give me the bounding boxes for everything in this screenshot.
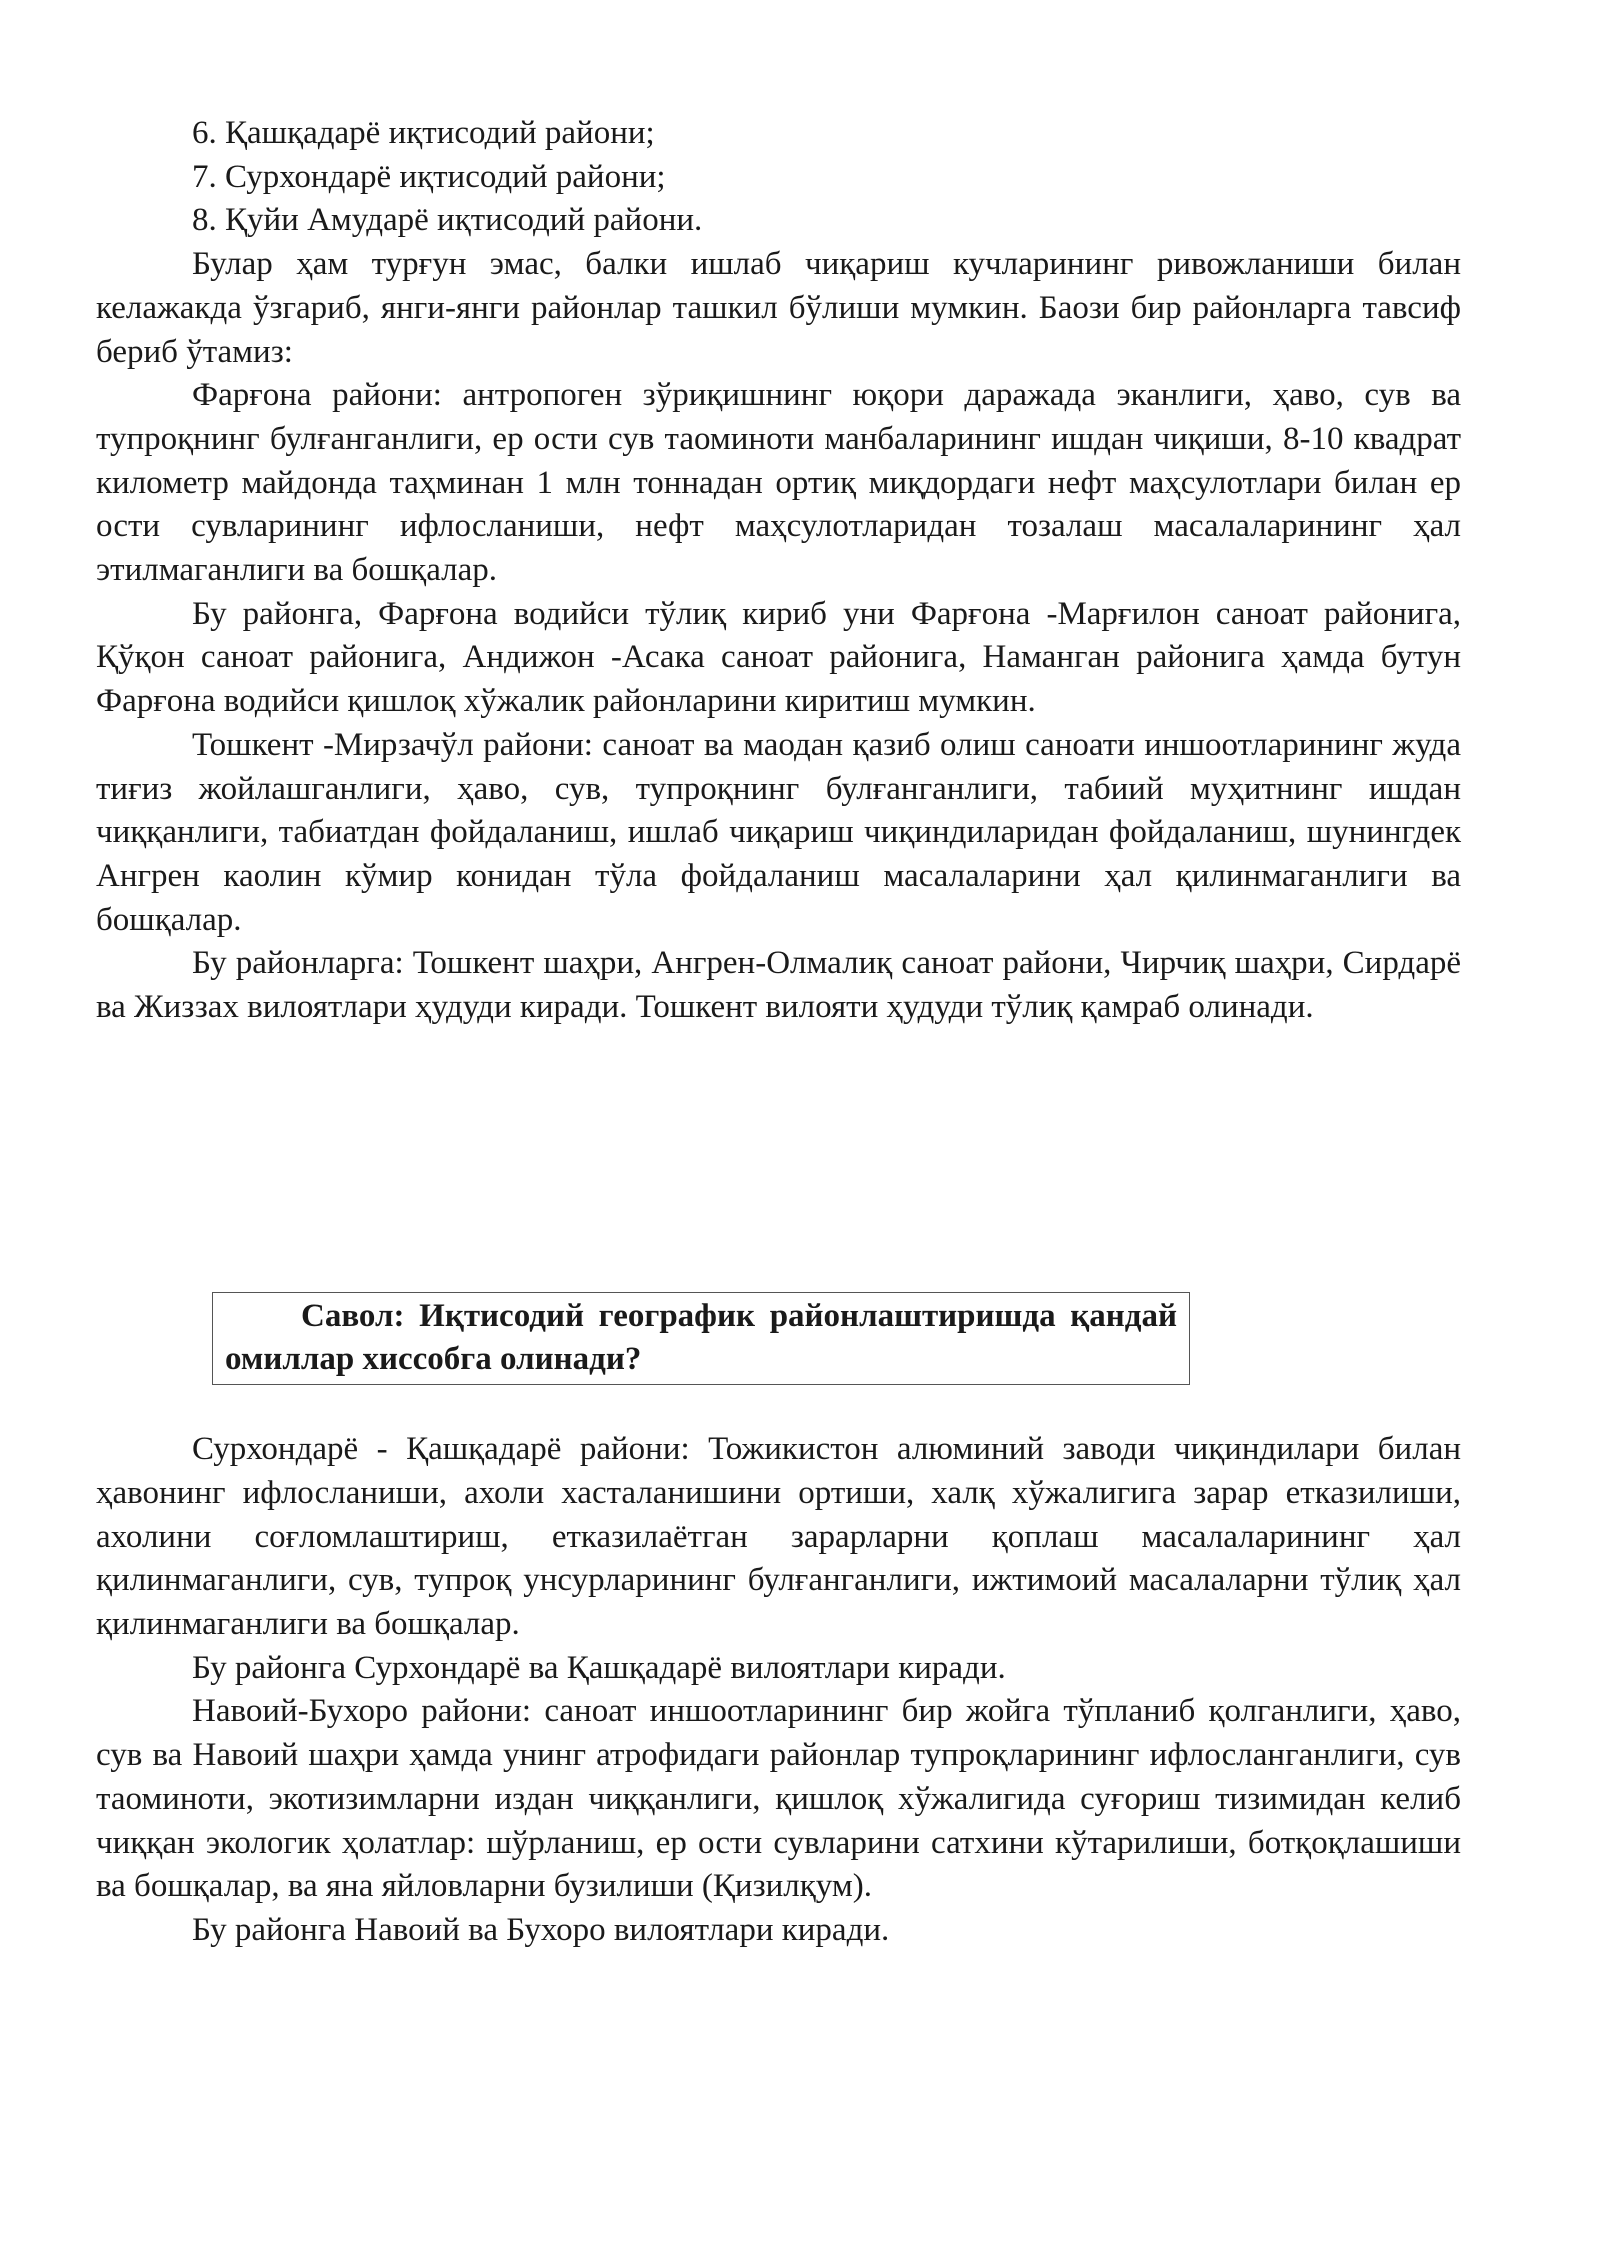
paragraph: Тошкент -Мирзачўл райони: саноат ва маодан қазиб олиш саноати иншоотларининг жуда тиғиз жойлашганлиги, ҳаво, сув, тупроқнинг булғанганлиги, табиий муҳитнинг ишдан чиққанлиги, табиатдан фойдаланиш, ишлаб чиқариш чиқиндиларидан фойдаланиш, шунингдек Ангрен каолин кўмир конидан тўла фойдаланиш масалаларини ҳал қилинмаганлиги ва бошқалар. bbox=[96, 726, 1461, 938]
paragraph: Бу районга, Фарғона водийси тўлиқ кириб уни Фарғона -Марғилон саноат районига, Қўқон саноат районига, Андижон -Асака саноат районига, Наманган районига ҳамда бутун Фарғона водийси қишлоқ хўжалик районларини киритиш мумкин. bbox=[96, 595, 1461, 720]
paragraph: Фарғона райони: антропоген зўриқишнинг юқори даражада эканлиги, ҳаво, сув ва тупроқнинг булғанганлиги, ер ости сув таоминоти манбаларининг ишдан чиқиши, 8-10 квадрат километр майдонда таҳминан 1 млн тоннадан ортиқ миқдордаги нефт маҳсулотлари билан ер ости сувларининг ифлосланиши, нефт маҳсулотларидан тозалаш масалаларининг ҳал этилмаганлиги ва бошқалар. bbox=[96, 377, 1461, 589]
paragraph: Булар ҳам турғун эмас, балки ишлаб чиқариш кучларининг ривожланиши билан келажакда ўзгариб, янги-янги районлар ташкил бўлиши мумкин. Баози бир районларга тавсиф бериб ўтамиз: bbox=[96, 246, 1461, 370]
question-box: Савол: Иқтисодий географик районлаштиришда қандай омиллар хиссобга олинади? bbox=[212, 1292, 1190, 1385]
list-item: 6. Қашқадарё иқтисодий райони; bbox=[192, 115, 655, 151]
paragraph: Навоий-Бухоро райони: саноат иншоотларининг бир жойга тўпланиб қолганлиги, ҳаво, сув ва Навоий шаҳри ҳамда унинг атрофидаги районлар тупроқларининг ифлосланганлиги, сув таоминоти, экотизимларни издан чиққанлиги, қишлоқ хўжалигида суғориш тизимидан келиб чиққан экологик ҳолатлар: шўрланиш, ер ости сувларини сатхини кўтарилиши, ботқоқлашиши ва бошқалар, ва яна яйловларни бузилиши (Қизилқум). bbox=[96, 1693, 1461, 1905]
list-item: 8. Қуйи Амударё иқтисодий райони. bbox=[192, 202, 703, 239]
paragraph: Сурхондарё - Қашқадарё райони: Тожикистон алюминий заводи чиқиндилари билан ҳавонинг ифлосланиши, ахоли хасталанишини ортиши, халқ хўжалигига зарар етказилиши, ахолини соғломлаштириш, етказилаётган зарарларни қоплаш масалаларининг ҳал қилинмаганлиги, сув, тупроқ унсурларининг булғанганлиги, ижтимоий масалаларни тўлиқ ҳал қилинмаганлиги ва бошқалар. bbox=[96, 1431, 1461, 1642]
spacer bbox=[96, 1030, 1461, 1292]
paragraph: Бу районга Сурхондарё ва Қашқадарё вилоятлари киради. bbox=[192, 1649, 1006, 1686]
document-page bbox=[96, 112, 1461, 1953]
list-item: 7. Сурхондарё иқтисодий райони; bbox=[192, 158, 666, 195]
paragraph: Бу районларга: Тошкент шаҳри, Ангрен-Олмалиқ саноат райони, Чирчиқ шаҳри, Сирдарё ва Жиззах вилоятлари ҳудуди киради. Тошкент вилояти ҳудуди тўлиқ қамраб олинади. bbox=[96, 945, 1461, 1026]
spacer bbox=[96, 1385, 1461, 1428]
paragraph: Бу районга Навоий ва Бухоро вилоятлари киради. bbox=[192, 1911, 890, 1948]
